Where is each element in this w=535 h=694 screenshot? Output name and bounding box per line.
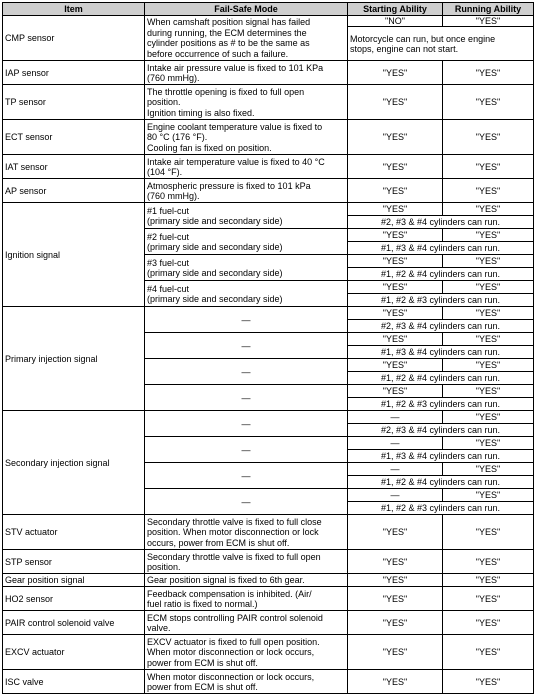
running-ability-cell: "YES" — [443, 229, 534, 242]
fail-safe-mode-cell: EXCV actuator is fixed to full open position. When motor disconnection or lock occurs, power from ECM is shut off. — [145, 635, 348, 670]
table-row — [3, 611, 534, 635]
item-cell: ECT sensor — [3, 120, 145, 155]
starting-ability-cell: "NO" — [348, 16, 443, 27]
table-row — [3, 635, 534, 670]
running-ability-cell: "YES" — [443, 333, 534, 346]
starting-ability-cell: "YES" — [348, 179, 443, 203]
starting-ability-cell: "YES" — [348, 550, 443, 574]
starting-ability-cell: "YES" — [348, 229, 443, 242]
cylinders-can-run-cell: #1, #2 & #4 cylinders can run. — [348, 476, 534, 489]
item-cell: Gear position signal — [3, 574, 145, 587]
running-ability-cell: "YES" — [443, 515, 534, 550]
cylinders-can-run-cell: #1, #3 & #4 cylinders can run. — [348, 450, 534, 463]
fail-safe-mode-cell: Secondary throttle valve is fixed to full open position. — [145, 550, 348, 574]
table-row — [3, 85, 534, 120]
header-fail-safe-mode: Fail-Safe Mode — [145, 3, 348, 16]
running-ability-cell: "YES" — [443, 587, 534, 611]
table-row — [3, 670, 534, 694]
fail-safe-document — [2, 2, 534, 694]
starting-ability-cell: "YES" — [348, 359, 443, 372]
fail-safe-mode-cell: Intake air pressure value is fixed to 101 KPa (760 mmHg). — [145, 61, 348, 85]
item-cell: TP sensor — [3, 85, 145, 120]
fail-safe-mode-cell: — — [145, 437, 348, 463]
running-ability-cell: "YES" — [443, 61, 534, 85]
table-row — [3, 574, 534, 587]
cylinders-can-run-cell: #1, #2 & #4 cylinders can run. — [348, 268, 534, 281]
fail-safe-mode-cell: — — [145, 359, 348, 385]
starting-ability-cell: "YES" — [348, 670, 443, 694]
header-running-ability: Running Ability — [443, 3, 534, 16]
item-cell: STP sensor — [3, 550, 145, 574]
fail-safe-mode-cell: When motor disconnection or lock occurs, power from ECM is shut off. — [145, 670, 348, 694]
cylinders-can-run-cell: #2, #3 & #4 cylinders can run. — [348, 424, 534, 437]
item-cell: Ignition signal — [3, 203, 145, 307]
fail-safe-mode-cell: Gear position signal is fixed to 6th gear. — [145, 574, 348, 587]
running-ability-cell: "YES" — [443, 155, 534, 179]
cylinders-can-run-cell: #1, #3 & #4 cylinders can run. — [348, 346, 534, 359]
cylinders-can-run-cell: #1, #2 & #4 cylinders can run. — [348, 372, 534, 385]
table-row — [3, 550, 534, 574]
fail-safe-mode-cell: #3 fuel-cut (primary side and secondary side) — [145, 255, 348, 281]
table-row — [3, 203, 534, 216]
running-ability-cell: "YES" — [443, 385, 534, 398]
table-header-row — [3, 3, 534, 16]
fail-safe-mode-cell: When camshaft position signal has failed during running, the ECM determines the cylinder positions as # to be the same as before occurrence of such a failure. — [145, 16, 348, 61]
cylinders-can-run-cell: #2, #3 & #4 cylinders can run. — [348, 216, 534, 229]
table-body — [3, 16, 534, 694]
running-ability-cell: "YES" — [443, 16, 534, 27]
fail-safe-mode-cell: Atmospheric pressure is fixed to 101 kPa (760 mmHg). — [145, 179, 348, 203]
starting-ability-cell: "YES" — [348, 255, 443, 268]
fail-safe-mode-cell: — — [145, 463, 348, 489]
item-cell: HO2 sensor — [3, 587, 145, 611]
fail-safe-mode-cell: — — [145, 307, 348, 333]
cylinders-can-run-cell: #1, #2 & #3 cylinders can run. — [348, 502, 534, 515]
item-cell: EXCV actuator — [3, 635, 145, 670]
starting-ability-cell: — — [348, 411, 443, 424]
cylinders-can-run-cell: #1, #2 & #3 cylinders can run. — [348, 294, 534, 307]
ability-note-cell: Motorcycle can run, but once engine stops, engine can not start. — [348, 27, 534, 61]
starting-ability-cell: "YES" — [348, 587, 443, 611]
table-row — [3, 61, 534, 85]
item-cell: AP sensor — [3, 179, 145, 203]
fail-safe-table — [2, 2, 534, 694]
item-cell: ISC valve — [3, 670, 145, 694]
running-ability-cell: "YES" — [443, 359, 534, 372]
table-row — [3, 587, 534, 611]
fail-safe-mode-cell: Feedback compensation is inhibited. (Air/ fuel ratio is fixed to normal.) — [145, 587, 348, 611]
table-row — [3, 155, 534, 179]
running-ability-cell: "YES" — [443, 255, 534, 268]
running-ability-cell: "YES" — [443, 411, 534, 424]
running-ability-cell: "YES" — [443, 670, 534, 694]
fail-safe-mode-cell: ECM stops controlling PAIR control solenoid valve. — [145, 611, 348, 635]
item-cell: PAIR control solenoid valve — [3, 611, 145, 635]
fail-safe-mode-cell: Engine coolant temperature value is fixed to 80 °C (176 °F). Cooling fan is fixed on position. — [145, 120, 348, 155]
running-ability-cell: "YES" — [443, 437, 534, 450]
starting-ability-cell: "YES" — [348, 61, 443, 85]
cylinders-can-run-cell: #1, #3 & #4 cylinders can run. — [348, 242, 534, 255]
starting-ability-cell: "YES" — [348, 307, 443, 320]
running-ability-cell: "YES" — [443, 611, 534, 635]
fail-safe-mode-cell: Secondary throttle valve is fixed to full close position. When motor disconnection or lock occurs, power from ECM is shut off. — [145, 515, 348, 550]
starting-ability-cell: "YES" — [348, 635, 443, 670]
starting-ability-cell: "YES" — [348, 281, 443, 294]
item-cell: IAT sensor — [3, 155, 145, 179]
fail-safe-mode-cell: — — [145, 411, 348, 437]
starting-ability-cell: "YES" — [348, 574, 443, 587]
cylinders-can-run-cell: #2, #3 & #4 cylinders can run. — [348, 320, 534, 333]
table-row — [3, 515, 534, 550]
running-ability-cell: "YES" — [443, 574, 534, 587]
starting-ability-cell: "YES" — [348, 155, 443, 179]
item-cell: Primary injection signal — [3, 307, 145, 411]
running-ability-cell: "YES" — [443, 281, 534, 294]
running-ability-cell: "YES" — [443, 550, 534, 574]
table-row — [3, 411, 534, 424]
item-cell: STV actuator — [3, 515, 145, 550]
fail-safe-mode-cell: Intake air temperature value is fixed to 40 °C (104 °F). — [145, 155, 348, 179]
fail-safe-mode-cell: #4 fuel-cut (primary side and secondary side) — [145, 281, 348, 307]
starting-ability-cell: "YES" — [348, 85, 443, 120]
item-cell: Secondary injection signal — [3, 411, 145, 515]
starting-ability-cell: "YES" — [348, 385, 443, 398]
fail-safe-mode-cell: #1 fuel-cut (primary side and secondary side) — [145, 203, 348, 229]
running-ability-cell: "YES" — [443, 307, 534, 320]
starting-ability-cell: "YES" — [348, 333, 443, 346]
running-ability-cell: "YES" — [443, 489, 534, 502]
starting-ability-cell: "YES" — [348, 203, 443, 216]
table-row — [3, 16, 534, 27]
running-ability-cell: "YES" — [443, 635, 534, 670]
fail-safe-mode-cell: The throttle opening is fixed to full open position. Ignition timing is also fixed. — [145, 85, 348, 120]
header-item: Item — [3, 3, 145, 16]
fail-safe-mode-cell: — — [145, 333, 348, 359]
starting-ability-cell: "YES" — [348, 611, 443, 635]
table-row — [3, 120, 534, 155]
running-ability-cell: "YES" — [443, 179, 534, 203]
item-cell: CMP sensor — [3, 16, 145, 61]
fail-safe-mode-cell: — — [145, 385, 348, 411]
starting-ability-cell: — — [348, 463, 443, 476]
cylinders-can-run-cell: #1, #2 & #3 cylinders can run. — [348, 398, 534, 411]
running-ability-cell: "YES" — [443, 203, 534, 216]
running-ability-cell: "YES" — [443, 463, 534, 476]
starting-ability-cell: "YES" — [348, 120, 443, 155]
starting-ability-cell: "YES" — [348, 515, 443, 550]
table-row — [3, 307, 534, 320]
fail-safe-mode-cell: #2 fuel-cut (primary side and secondary side) — [145, 229, 348, 255]
running-ability-cell: "YES" — [443, 120, 534, 155]
starting-ability-cell: — — [348, 489, 443, 502]
header-starting-ability: Starting Ability — [348, 3, 443, 16]
starting-ability-cell: — — [348, 437, 443, 450]
running-ability-cell: "YES" — [443, 85, 534, 120]
item-cell: IAP sensor — [3, 61, 145, 85]
fail-safe-mode-cell: — — [145, 489, 348, 515]
table-row — [3, 179, 534, 203]
